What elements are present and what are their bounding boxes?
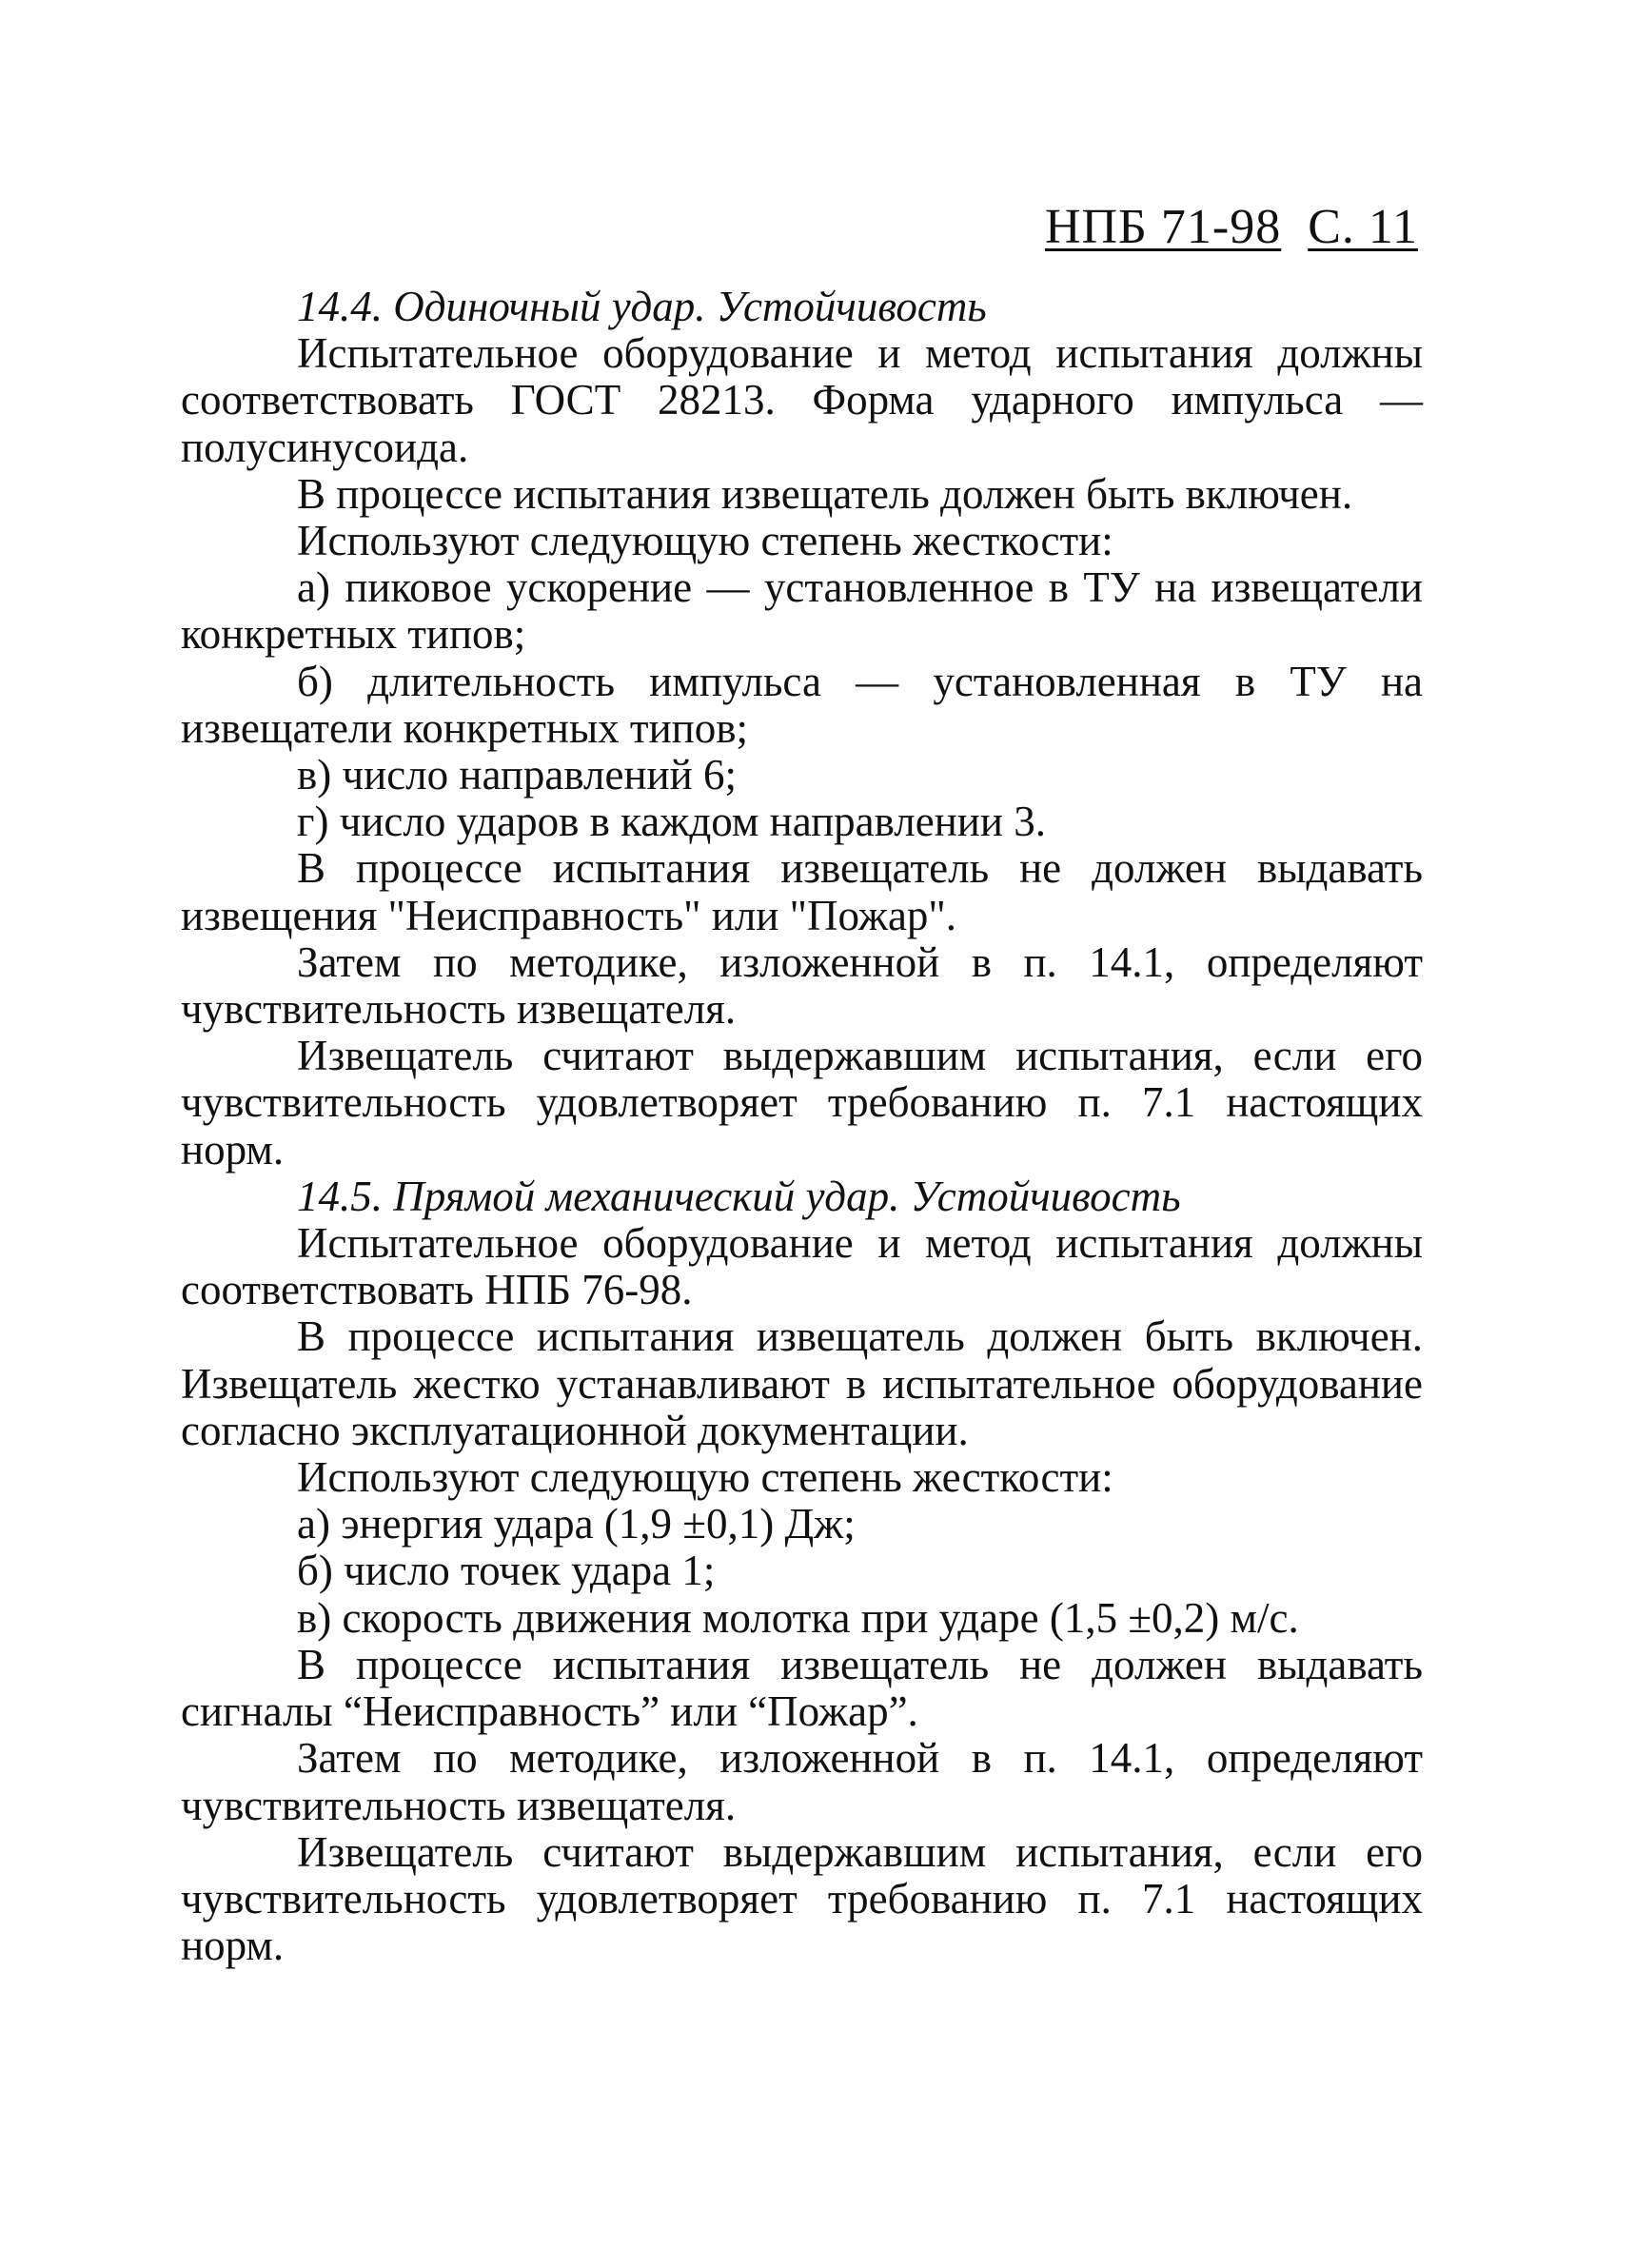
list-item: б) длительность импульса — установленная в ТУ на извещатели конкретных типов; (181, 657, 1423, 752)
list-item: в) число направлений 6; (297, 751, 737, 799)
paragraph: Затем по методике, изложенной в п. 14.1, определяют чувствительность извещателя. (181, 1734, 1423, 1829)
paragraph: Затем по методике, изложенной в п. 14.1, определяют чувствительность извещателя. (181, 937, 1423, 1034)
page-header (1045, 198, 1418, 257)
document-code: НПБ 71-98 (1044, 200, 1282, 254)
paragraph: Испытательное оборудование и метод испытания должны соответствовать НПБ 76-98. (181, 1219, 1423, 1314)
paragraph: Используют следующую степень жесткости: (297, 517, 1113, 565)
section-title: 14.4. Одиночный удар. Устойчивость (297, 283, 987, 330)
paragraph: В процессе испытания извещатель не должен выдавать сигналы “Неисправность” или “Пожар”. (181, 1640, 1423, 1736)
list-item: б) число точек удара 1; (297, 1547, 716, 1595)
page-number: С. 11 (1308, 200, 1418, 254)
list-item: а) энергия удара (1,9 ±0,1) Дж; (297, 1500, 856, 1548)
list-item: а) пиковое ускорение — установленное в ТУ на извещатели конкретных типов; (181, 563, 1423, 659)
paragraph: Извещатель считают выдержавшим испытания, если его чувствительность удовлетворяет требованию п. 7.1 настоящих норм. (181, 1827, 1423, 1970)
paragraph: Извещатель считают выдержавшим испытания, если его чувствительность удовлетворяет требованию п. 7.1 настоящих норм. (181, 1032, 1423, 1173)
list-item: г) число ударов в каждом направлении 3. (297, 798, 1046, 846)
list-item: в) скорость движения молотка при ударе (1,5 ±0,2) м/с. (297, 1593, 1299, 1642)
section-title: 14.5. Прямой механический удар. Устойчивость (297, 1172, 1181, 1220)
paragraph: В процессе испытания извещатель должен быть включен. (297, 469, 1353, 518)
paragraph: Используют следующую степень жесткости: (297, 1453, 1113, 1502)
paragraph: Испытательное оборудование и метод испытания должны соответствовать ГОСТ 28213. Форма ударного импульса — полусинусоида. (181, 329, 1423, 471)
paragraph: В процессе испытания извещатель должен быть включен. Извещатель жестко устанавливают в испытательное оборудование согласно эксплуатационной документации. (181, 1312, 1423, 1454)
paragraph: В процессе испытания извещатель не должен выдавать извещения "Неисправность" или "Пожар". (181, 844, 1423, 939)
document-body (181, 284, 1423, 1969)
